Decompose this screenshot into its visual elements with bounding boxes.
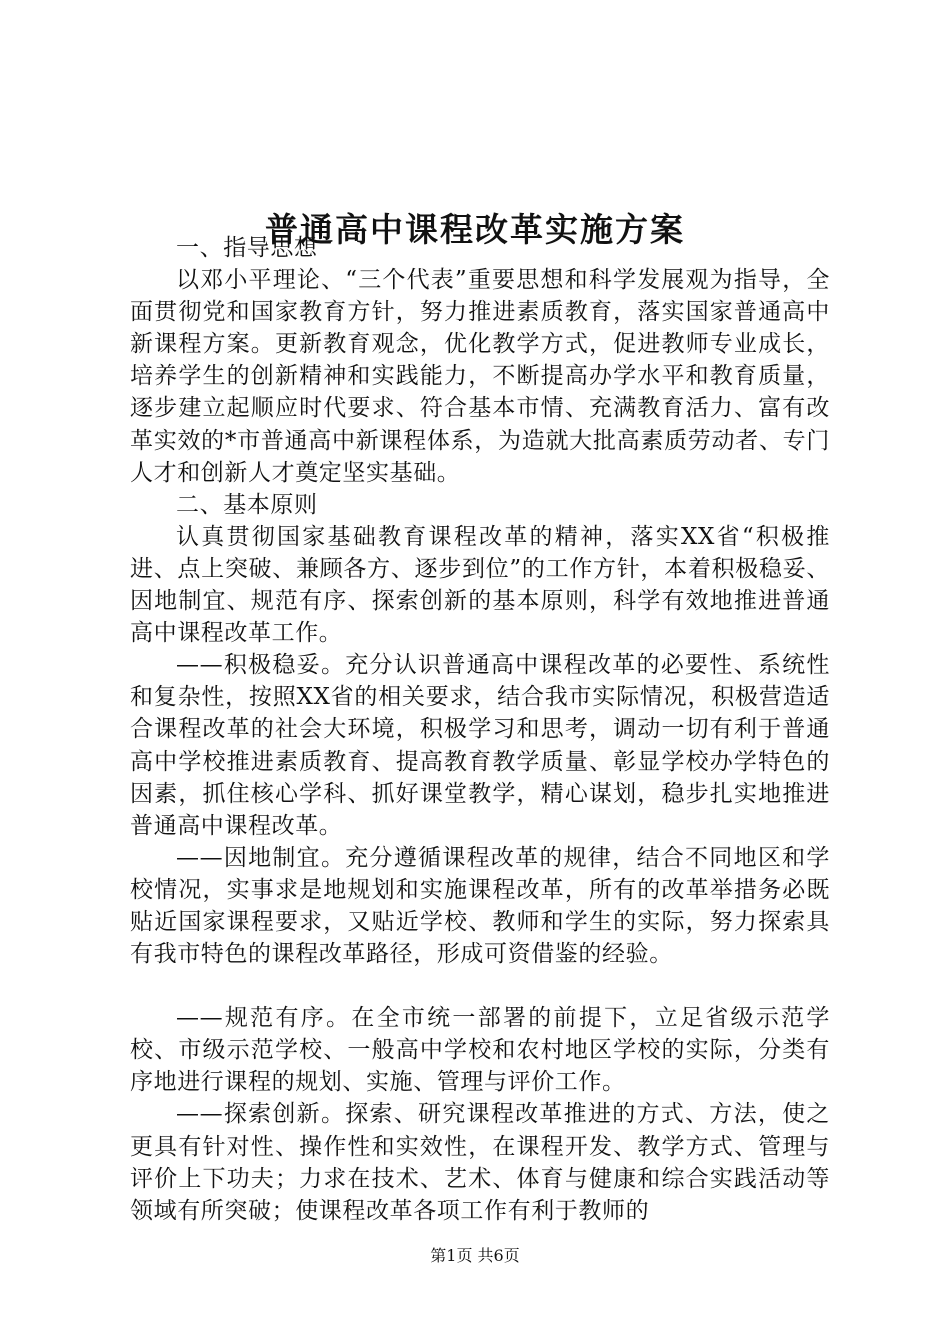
section-heading-guiding-ideology: 一、指导思想 xyxy=(176,235,318,261)
paragraph-principle-local-conditions: ——因地制宜。充分遵循课程改革的规律，结合不同地区和学校情况，实事求是地规划和实施课程改革，所有的改革举措务必既贴近国家课程要求，又贴近学校、教师和学生的实际，努力探索具有我市特色的课程改革路径，形成可资借鉴的经验。 xyxy=(130,844,830,968)
paragraph-guiding-ideology: 以邓小平理论、“三个代表”重要思想和科学发展观为指导，全面贯彻党和国家教育方针，努力推进素质教育，落实国家普通高中新课程方案。更新教育观念，优化教学方式，促进教师专业成长，培养学生的创新精神和实践能力，不断提高办学水平和教育质量，逐步建立起顺应时代要求、符合基本市情、充满教育活力、富有改革实效的*市普通高中新课程体系，为造就大批高素质劳动者、专门人才和创新人才奠定坚实基础。 xyxy=(130,267,830,486)
paragraph-basic-principles: 认真贯彻国家基础教育课程改革的精神，落实XX省“积极推进、点上突破、兼顾各方、逐步到位”的工作方针，本着积极稳妥、因地制宜、规范有序、探索创新的基本原则，科学有效地推进普通高中课程改革工作。 xyxy=(130,523,830,647)
page-footer: 第1页 共6页 xyxy=(430,1246,520,1265)
document-title: 普通高中课程改革实施方案 xyxy=(265,210,685,250)
paragraph-principle-innovation: ——探索创新。探索、研究课程改革推进的方式、方法，使之更具有针对性、操作性和实效性，在课程开发、教学方式、管理与评价上下功夫；力求在技术、艺术、体育与健康和综合实践活动等领域有所突破；使课程改革各项工作有利于教师的 xyxy=(130,1101,830,1224)
section-heading-basic-principles: 二、基本原则 xyxy=(176,491,318,518)
paragraph-principle-orderly: ——规范有序。在全市统一部署的前提下，立足省级示范学校、市级示范学校、一般高中学校和农村地区学校的实际，分类有序地进行课程的规划、实施、管理与评价工作。 xyxy=(130,1005,830,1096)
document-body xyxy=(130,232,830,1227)
paragraph-principle-steady: ——积极稳妥。充分认识普通高中课程改革的必要性、系统性和复杂性，按照XX省的相关要求，结合我市实际情况，积极营造适合课程改革的社会大环境，积极学习和思考，调动一切有利于普通高中学校推进素质教育、提高教育教学质量、彰显学校办学特色的因素，抓住核心学科、抓好课堂教学，精心谋划，稳步扎实地推进普通高中课程改革。 xyxy=(130,652,830,839)
